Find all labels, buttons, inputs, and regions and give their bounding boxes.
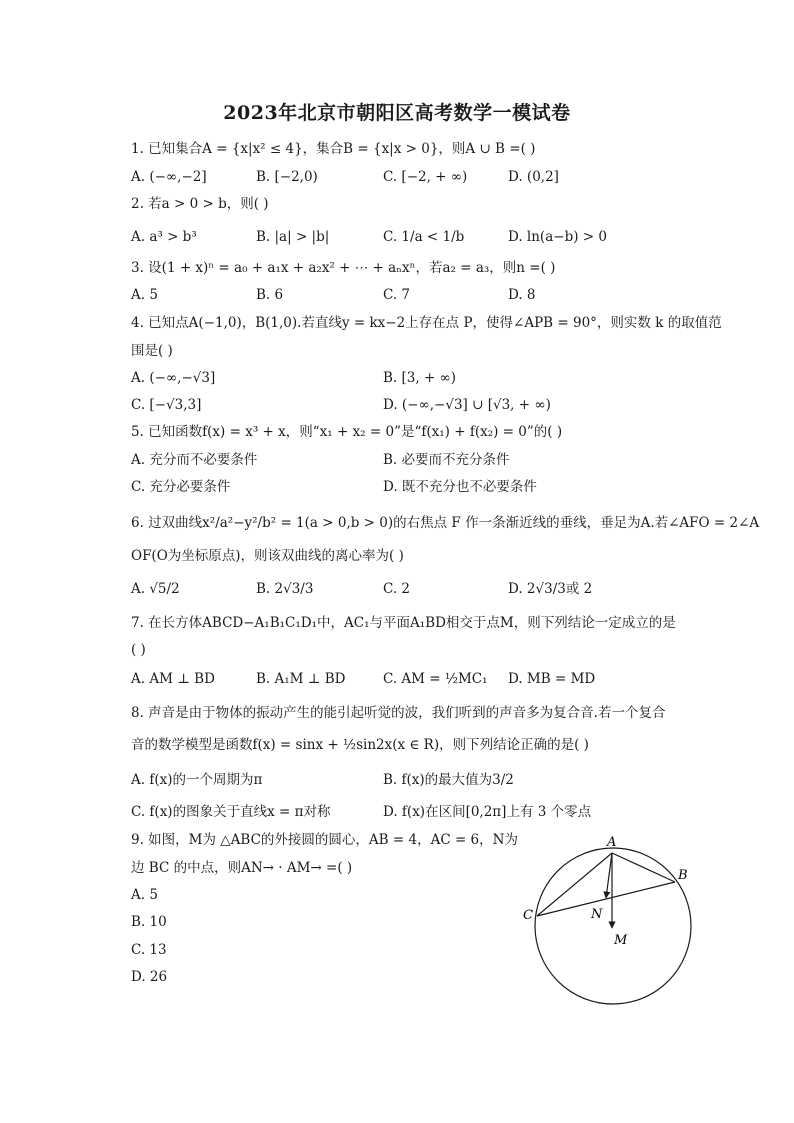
question-7-option-b: B. A₁M ⊥ BD: [256, 671, 346, 687]
question-7-stem-line-2: ( ): [131, 642, 146, 658]
question-7-stem-line-1: 7. 在长方体ABCD−A₁B₁C₁D₁中，AC₁与平面A₁BD相交于点M，则下列结论一定成立的是: [131, 615, 676, 631]
question-6-option-d: D. 2√3/3或 2: [508, 581, 593, 597]
question-3-option-b: B. 6: [256, 287, 284, 303]
question-9-option-d: D. 26: [131, 969, 168, 985]
question-7-option-c: C. AM = ½MC₁: [383, 671, 488, 687]
question-2-option-c: C. 1/a < 1/b: [383, 229, 465, 245]
question-5-stem: 5. 已知函数f(x) = x³ + x，则“x₁ + x₂ = 0”是“f(x₁) + f(x₂) = 0”的( ): [131, 424, 563, 440]
question-5-option-b: B. 必要而不充分条件: [383, 452, 510, 468]
question-4-stem-line-1: 4. 已知点A(−1,0)，B(1,0).若直线y = kx−2上存在点 P，使得∠APB = 90°，则实数 k 的取值范: [131, 315, 722, 331]
question-9-option-c: C. 13: [131, 942, 167, 958]
question-8-stem-line-2: 音的数学模型是函数f(x) = sinx + ½sin2x(x ∈ R)，则下列结论正确的是( ): [131, 737, 589, 753]
question-9-option-b: B. 10: [131, 914, 167, 930]
question-6-option-a: A. √5/2: [131, 581, 180, 597]
question-1-stem: 1. 已知集合A = {x|x² ≤ 4}，集合B = {x|x > 0}，则A ∪ B =( ): [131, 141, 536, 157]
question-1-option-a: A. (−∞,−2]: [131, 169, 207, 185]
question-6-stem-line-2: OF(O为坐标原点)，则该双曲线的离心率为( ): [131, 548, 404, 564]
label-c: C: [523, 908, 533, 923]
question-9-stem-line-1: 9. 如图，M为 △ABC的外接圆的圆心，AB = 4，AC = 6，N为: [131, 832, 518, 848]
question-4-option-b: B. [3, + ∞): [383, 370, 457, 386]
segment-ab: [612, 853, 675, 882]
question-3-stem: 3. 设(1 + x)ⁿ = a₀ + a₁x + a₂x² + ⋯ + aₙxⁿ，若a₂ = a₃，则n =( ): [131, 260, 556, 276]
question-5-option-a: A. 充分而不必要条件: [131, 452, 258, 468]
question-5-option-c: C. 充分必要条件: [131, 479, 231, 495]
question-2-option-a: A. a³ > b³: [131, 229, 197, 245]
question-4-option-a: A. (−∞,−√3]: [131, 370, 216, 386]
question-2-stem: 2. 若a > 0 > b，则( ): [131, 196, 269, 212]
label-m: M: [614, 933, 628, 948]
question-8-option-a: A. f(x)的一个周期为π: [131, 772, 263, 788]
question-6-option-b: B. 2√3/3: [256, 581, 314, 597]
question-6-option-c: C. 2: [383, 581, 411, 597]
question-7-option-d: D. MB = MD: [508, 671, 596, 687]
label-a: A: [607, 835, 617, 850]
question-4-option-d: D. (−∞,−√3] ∪ [√3, + ∞): [383, 397, 551, 413]
question-8-stem-line-1: 8. 声音是由于物体的振动产生的能引起听觉的波，我们听到的声音多为复合音.若一个复合: [131, 705, 666, 721]
question-2-option-d: D. ln(a−b) > 0: [508, 229, 607, 245]
question-4-option-c: C. [−√3,3]: [131, 397, 202, 413]
question-4-stem-line-2: 围是( ): [131, 343, 173, 359]
question-5-option-d: D. 既不充分也不必要条件: [383, 479, 537, 495]
question-1-option-b: B. [−2,0): [256, 169, 318, 185]
question-8-option-d: D. f(x)在区间[0,2π]上有 3 个零点: [383, 804, 592, 820]
question-3-option-d: D. 8: [508, 287, 536, 303]
question-2-option-b: B. |a| > |b|: [256, 229, 330, 245]
label-n: N: [591, 907, 603, 922]
circumcircle: [535, 848, 691, 1004]
vector-an: [606, 853, 612, 898]
question-8-option-b: B. f(x)的最大值为3/2: [383, 772, 514, 788]
circumcircle-figure: [515, 830, 715, 1010]
question-9-stem-line-2: 边 BC 的中点，则AN→ · AM→ =( ): [131, 860, 353, 876]
page-title: 2023年北京市朝阳区高考数学一模试卷: [223, 102, 571, 124]
question-6-stem-line-1: 6. 过双曲线x²/a²−y²/b² = 1(a > 0,b > 0)的右焦点 F 作一条渐近线的垂线，垂足为A.若∠AFO = 2∠A: [131, 515, 760, 531]
question-3-option-c: C. 7: [383, 287, 411, 303]
question-1-option-c: C. [−2, + ∞): [383, 169, 468, 185]
question-3-option-a: A. 5: [131, 287, 158, 303]
question-1-option-d: D. (0,2]: [508, 169, 559, 185]
question-9-option-a: A. 5: [131, 887, 158, 903]
question-7-option-a: A. AM ⊥ BD: [131, 671, 215, 687]
question-8-option-c: C. f(x)的图象关于直线x = π对称: [131, 804, 331, 820]
label-b: B: [678, 868, 688, 883]
